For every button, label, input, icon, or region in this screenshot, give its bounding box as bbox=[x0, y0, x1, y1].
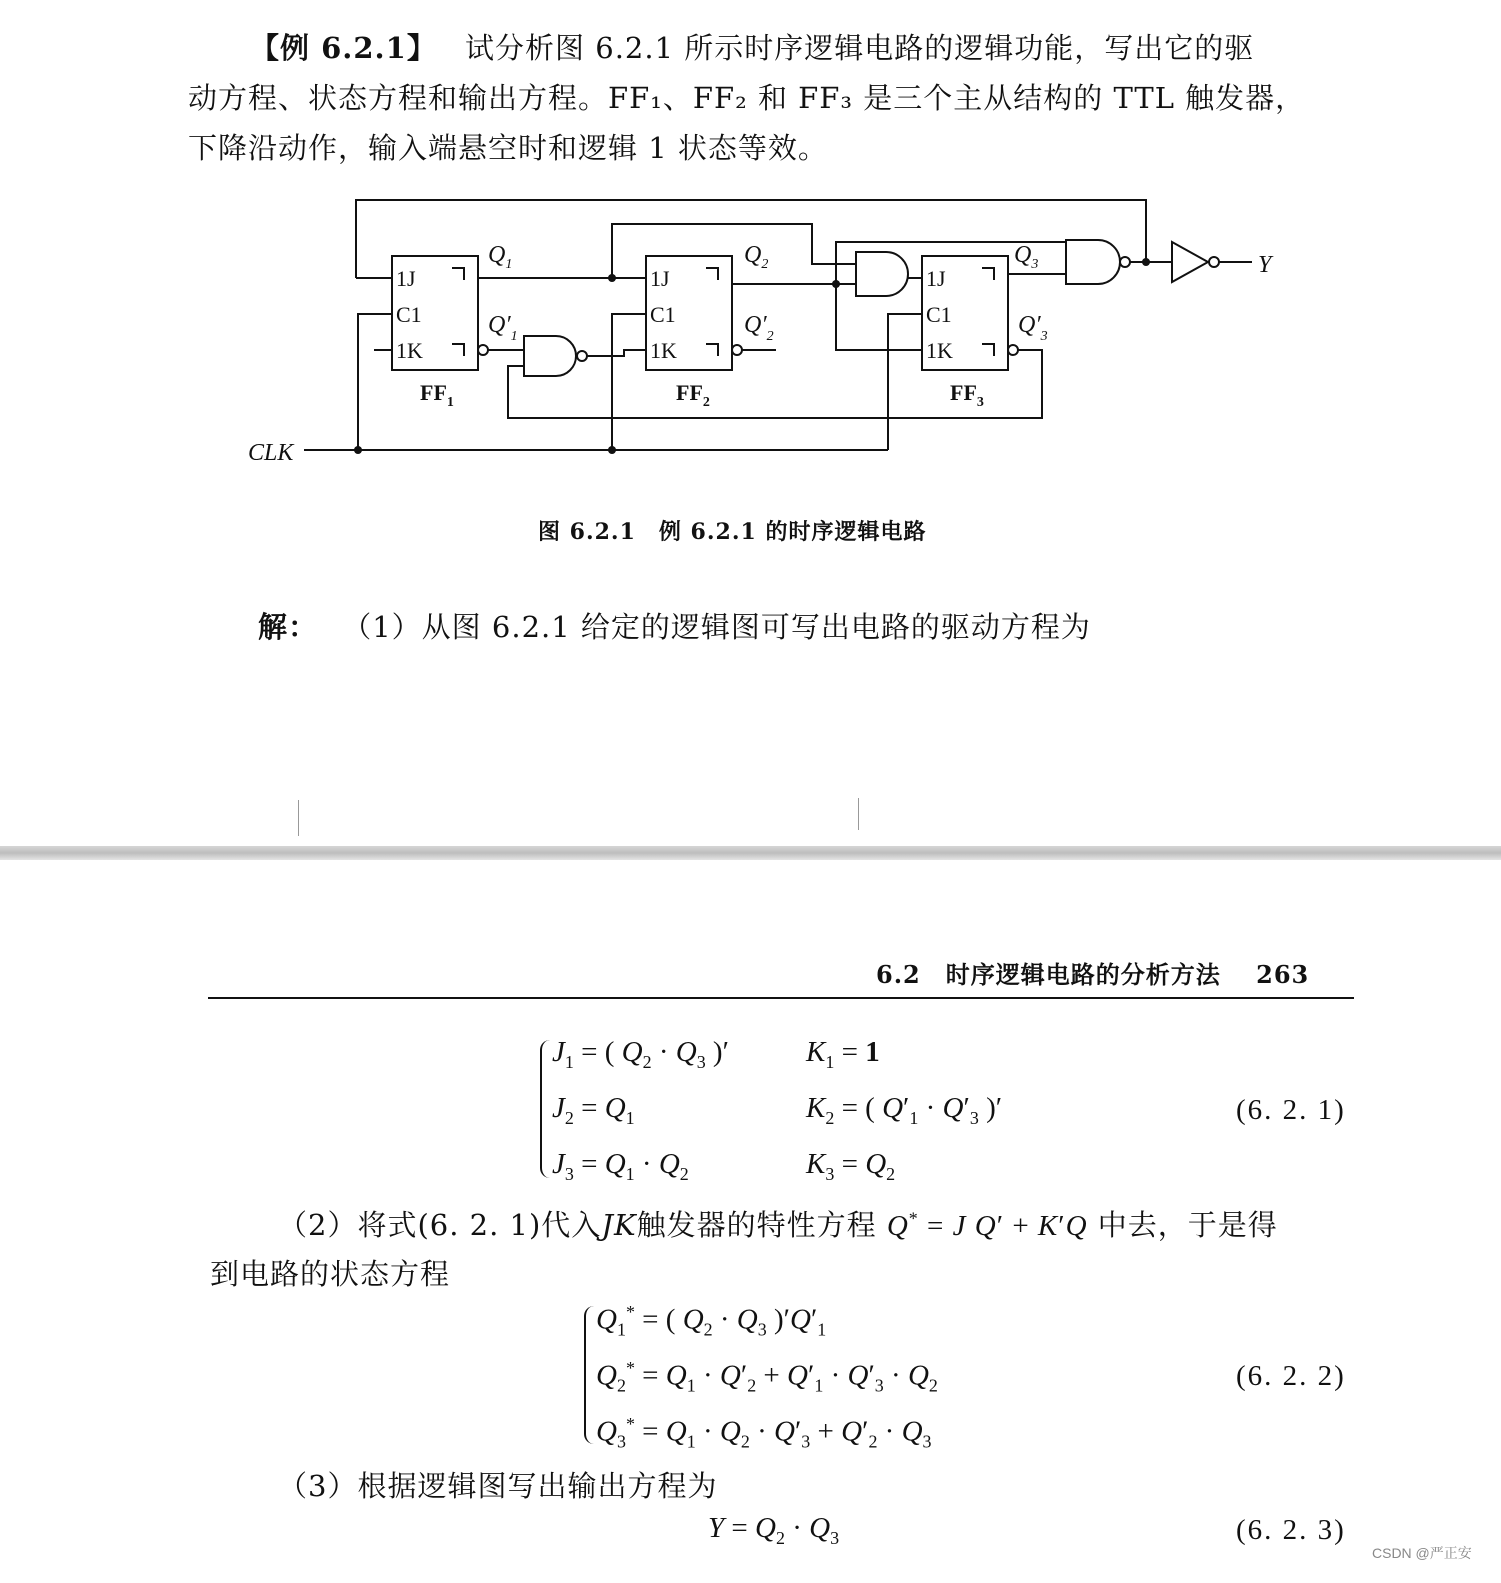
problem-line-3: 下降沿动作，输入端悬空时和逻辑 1 状态等效。 bbox=[188, 131, 828, 165]
ff3-pin-j: 1J bbox=[926, 266, 946, 291]
nand-output bbox=[1066, 240, 1120, 284]
eq-number-3: (6. 2. 3) bbox=[1236, 1514, 1346, 1546]
ff1-pin-j: 1J bbox=[396, 266, 416, 291]
example-label: 【例 6.2.1】 bbox=[250, 31, 437, 65]
eq-j3: $J_3 = Q_1 \cdot Q_2$ bbox=[552, 1148, 689, 1184]
eq-number-1: (6. 2. 1) bbox=[1236, 1094, 1346, 1126]
q3prime-label: $Q'_3$ bbox=[1018, 312, 1048, 344]
ff3-pin-c: C1 bbox=[926, 302, 952, 327]
problem-line-1: 【例 6.2.1】 试分析图 6.2.1 所示时序逻辑电路的逻辑功能，写出它的驱 bbox=[250, 31, 1255, 65]
solution-step-2-line-2: 到电路的状态方程 bbox=[210, 1257, 451, 1291]
q2prime-label: $Q'_2$ bbox=[744, 312, 774, 344]
inverter bbox=[1172, 242, 1208, 282]
jk-characteristic-equation: Q* = J Q′ + K′Q bbox=[886, 1208, 1088, 1242]
sequential-logic-circuit bbox=[0, 0, 1501, 500]
nand-k2 bbox=[524, 336, 576, 376]
eq-k3: $K_3 = Q_2$ bbox=[806, 1148, 896, 1184]
problem-line-2: 动方程、状态方程和输出方程。FF₁、FF₂ 和 FF₃ 是三个主从结构的 TTL 触发器， bbox=[188, 81, 1306, 115]
eq-q1-next: $Q_1^*$ = ( $Q_2 \cdot Q_3$ )$'Q'_1$ bbox=[596, 1302, 827, 1340]
brace-eq1 bbox=[540, 1040, 552, 1178]
q2-label: $Q_2$ bbox=[744, 242, 769, 272]
q1-label: $Q_1$ bbox=[488, 242, 513, 272]
figure-caption: 图 6.2.1 例 6.2.1 的时序逻辑电路 bbox=[538, 519, 927, 545]
ff2-pin-j: 1J bbox=[650, 266, 670, 291]
clk-label: CLK bbox=[248, 440, 294, 466]
eq-j1: $J_1$ = ( $Q_2 \cdot Q_3$ )′ bbox=[552, 1036, 729, 1072]
ff2-pin-c: C1 bbox=[650, 302, 676, 327]
csdn-watermark: CSDN @严正安 bbox=[1372, 1545, 1472, 1561]
ff3-label: $FF_3$ bbox=[950, 380, 984, 410]
q1prime-label: $Q'_1$ bbox=[488, 312, 518, 344]
eq-q3-next: $Q_3^* = Q_1 \cdot Q_2 \cdot Q'_3 + Q'_2 \cdot Q_3$ bbox=[596, 1414, 932, 1452]
eq-output-y: $Y = Q_2 \cdot Q_3$ bbox=[708, 1512, 840, 1548]
q3-label: $Q_3$ bbox=[1014, 242, 1039, 272]
eq-k2: $K_2$ = ( $Q'_1 \cdot Q'_3$ )′ bbox=[806, 1092, 1003, 1128]
solution-step-1: 解： （1）从图 6.2.1 给定的逻辑图可写出电路的驱动方程为 bbox=[258, 610, 1091, 644]
running-header: 6.2 时序逻辑电路的分析方法 263 bbox=[876, 960, 1310, 989]
scan-mark bbox=[298, 800, 299, 836]
solution-step-2-line-1: （2）将式(6. 2. 1)代入JK触发器的特性方程 Q* = J Q′ + K′Q 中去，于是得 bbox=[278, 1208, 1278, 1242]
scan-mark bbox=[858, 798, 859, 830]
ff1-pin-k: 1K bbox=[396, 338, 423, 363]
header-rule bbox=[208, 997, 1354, 999]
eq-j2: $J_2 = Q_1$ bbox=[552, 1092, 635, 1128]
eq-q2-next: $Q_2^* = Q_1 \cdot Q'_2 + Q'_1 \cdot Q'_3 \cdot Q_2$ bbox=[596, 1358, 938, 1396]
ff2-pin-k: 1K bbox=[650, 338, 677, 363]
ff1-pin-c: C1 bbox=[396, 302, 422, 327]
page-separator bbox=[0, 846, 1501, 860]
solution-step-3: （3）根据逻辑图写出输出方程为 bbox=[278, 1469, 718, 1503]
brace-eq2 bbox=[584, 1306, 596, 1444]
ff3-pin-k: 1K bbox=[926, 338, 953, 363]
y-label: Y bbox=[1258, 252, 1272, 278]
ff1-label: $FF_1$ bbox=[420, 380, 454, 410]
and-j3 bbox=[856, 252, 908, 296]
eq-k1: $K_1 = 1$ bbox=[806, 1036, 880, 1072]
page-number: 263 bbox=[1256, 960, 1310, 989]
ff2-label: $FF_2$ bbox=[676, 380, 710, 410]
q1-to-and-wire bbox=[612, 224, 856, 278]
eq-number-2: (6. 2. 2) bbox=[1236, 1360, 1346, 1392]
